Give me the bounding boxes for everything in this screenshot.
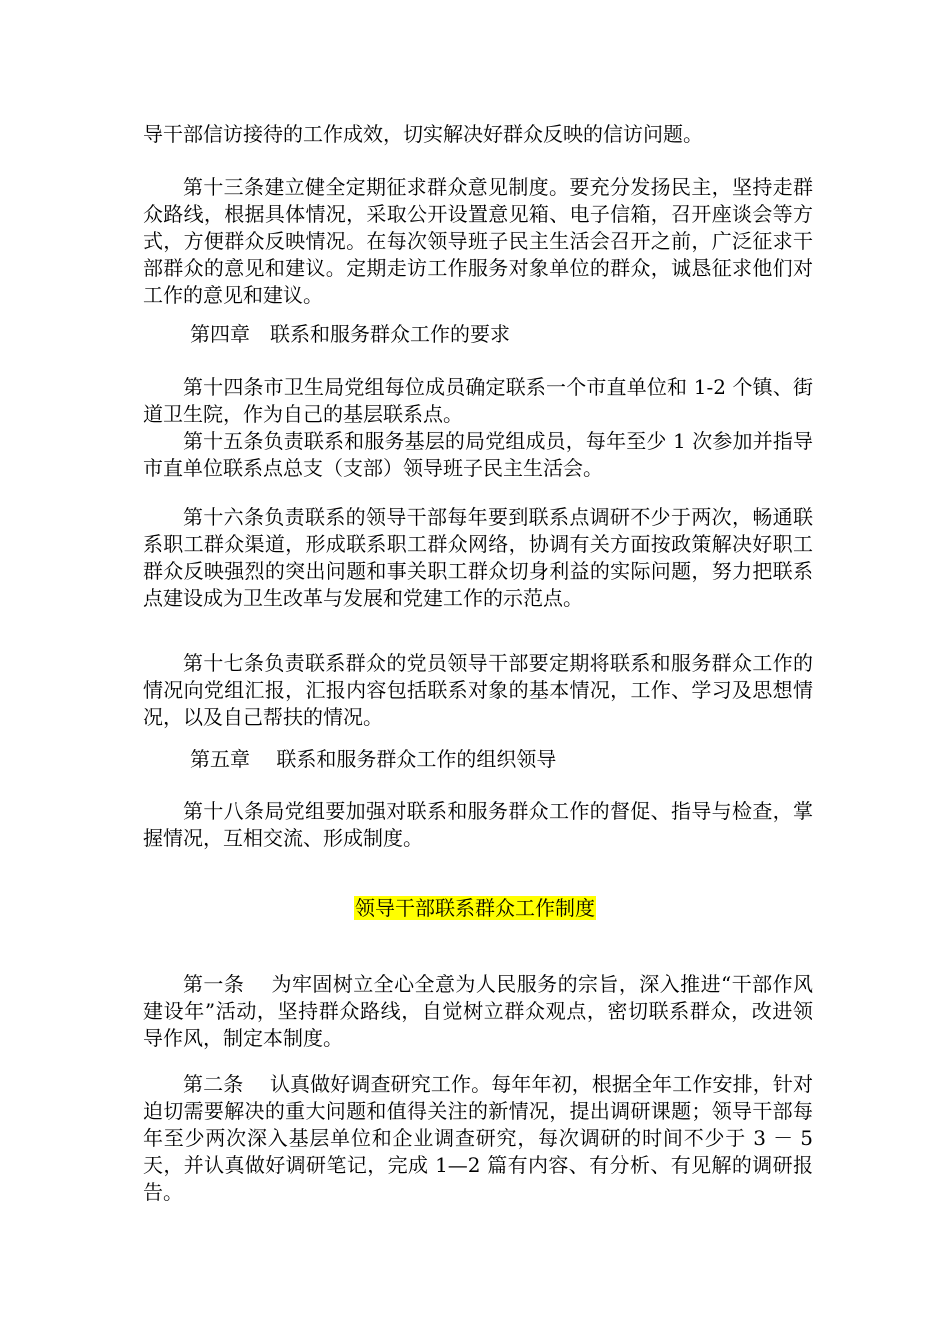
article-17: 第十七条负责联系群众的党员领导干部要定期将联系和服务群众工作的情况向党组汇报，汇报内容包括联系对象的基本情况，工作、学习及思想情况，以及自己帮扶的情况。 xyxy=(143,651,813,729)
section-title-wrap xyxy=(0,895,950,922)
section-article-2: 第二条 认真做好调查研究工作。每年年初，根据全年工作安排，针对迫切需要解决的重大问题和值得关注的新情况，提出调研课题；领导干部每年至少两次深入基层单位和企业调查研究，每次调研的时间不少于 3 － 5 天，并认真做好调研笔记，完成 1—2 篇有内容、有分析、有见解的调研报告。 xyxy=(143,1072,813,1204)
article-18: 第十八条局党组要加强对联系和服务群众工作的督促、指导与检查，掌握情况，互相交流、形成制度。 xyxy=(143,799,813,850)
section-title: 领导干部联系群众工作制度 xyxy=(355,896,595,920)
article-16: 第十六条负责联系的领导干部每年要到联系点调研不少于两次，畅通联系职工群众渠道，形成联系职工群众网络，协调有关方面按政策解决好职工群众反映强烈的突出问题和事关职工群众切身利益的实际问题，努力把联系点建设成为卫生改革与发展和党建工作的示范点。 xyxy=(143,505,813,610)
paragraph-continuation: 导干部信访接待的工作成效，切实解决好群众反映的信访问题。 xyxy=(143,122,703,146)
article-14: 第十四条市卫生局党组每位成员确定联系一个市直单位和 1-2 个镇、街道卫生院，作为自己的基层联系点。 xyxy=(143,375,813,426)
article-13: 第十三条建立健全定期征求群众意见制度。要充分发扬民主，坚持走群众路线，根据具体情况，采取公开设置意见箱、电子信箱，召开座谈会等方式，方便群众反映情况。在每次领导班子民主生活会召开之前，广泛征求干部群众的意见和建议。定期走访工作服务对象单位的群众，诚恳征求他们对工作的意见和建议。 xyxy=(143,175,813,307)
article-15: 第十五条负责联系和服务基层的局党组成员，每年至少 1 次参加并指导市直单位联系点总支（支部）领导班子民主生活会。 xyxy=(143,429,813,480)
chapter-4-heading: 第四章 联系和服务群众工作的要求 xyxy=(190,322,510,346)
chapter-5-heading: 第五章 联系和服务群众工作的组织领导 xyxy=(190,747,557,771)
section-article-1: 第一条 为牢固树立全心全意为人民服务的宗旨，深入推进“干部作风建设年”活动，坚持群众路线，自觉树立群众观点，密切联系群众，改进领导作风，制定本制度。 xyxy=(143,972,813,1050)
